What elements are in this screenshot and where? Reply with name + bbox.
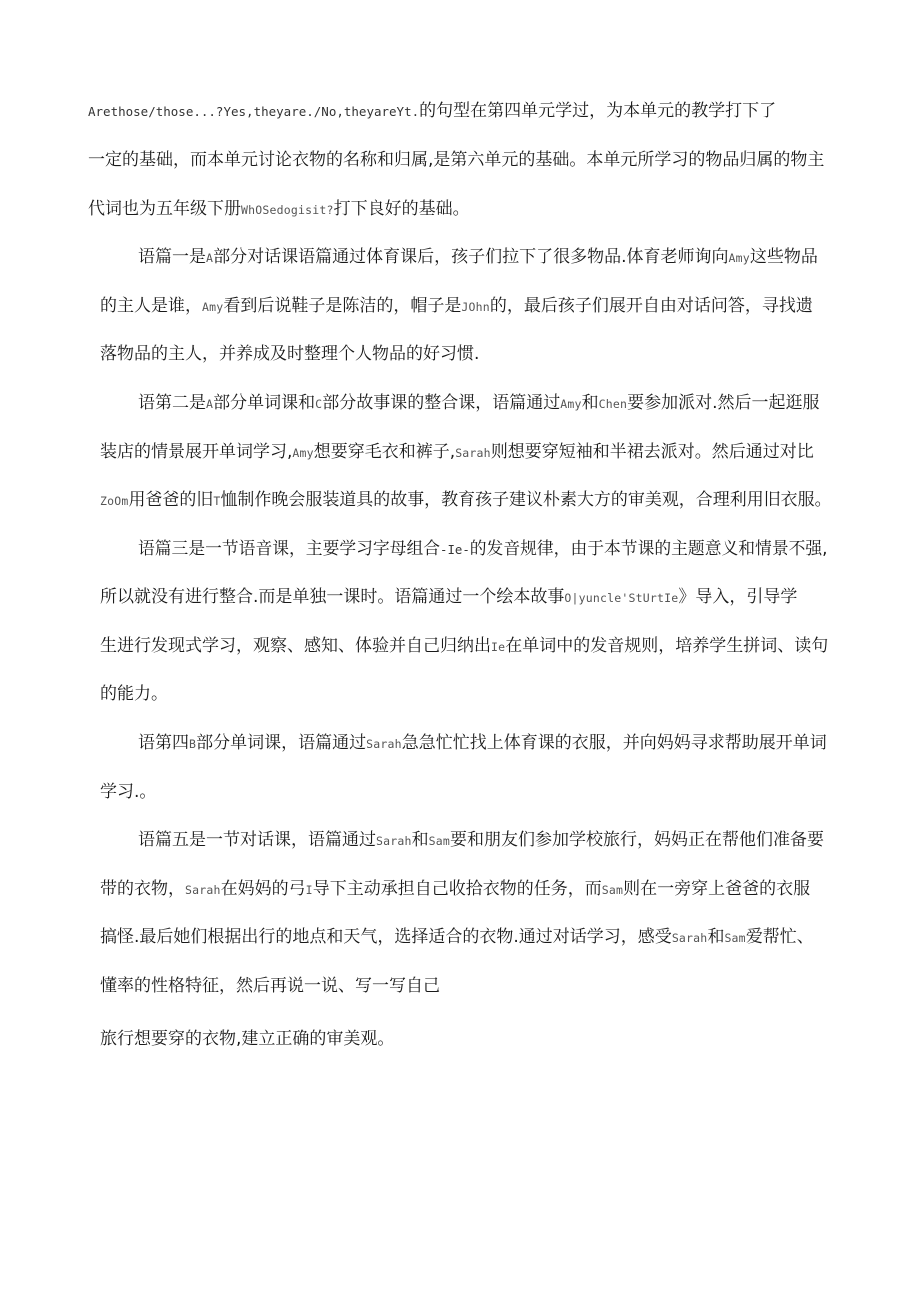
text-fragment: 部分故事课的整合课，语篇通过 <box>322 393 561 413</box>
text-fragment: 则在一旁穿上爸爸的衣服 <box>623 879 811 899</box>
text-line-5 <box>100 294 828 318</box>
text-line-15 <box>100 780 828 804</box>
english-fragment: JOhn <box>461 300 490 314</box>
text-line-9 <box>100 488 831 512</box>
english-fragment: -Ie- <box>440 542 470 557</box>
english-fragment: A <box>206 397 214 411</box>
text-fragment: 一定的基础，而本单元讨论衣物的名称和归属,是第六单元的基础。本单元所学习的物品归属的物主 <box>88 150 825 170</box>
english-fragment: I <box>305 883 313 897</box>
text-line-20 <box>100 1027 828 1051</box>
text-fragment: 学习.。 <box>100 782 157 802</box>
english-fragment: T <box>213 494 221 508</box>
english-fragment: B <box>189 737 197 751</box>
text-line-7 <box>138 391 828 415</box>
text-fragment: 带的衣物， <box>100 879 185 899</box>
english-fragment: Sam <box>724 931 746 945</box>
english-fragment: Amy <box>292 446 314 460</box>
text-line-18 <box>100 925 828 949</box>
text-fragment: 用爸爸的旧 <box>128 490 214 510</box>
text-line-8 <box>100 440 828 464</box>
text-fragment: 则想要穿短袖和半裙去派对。然后通过对比 <box>490 442 814 462</box>
text-fragment: 语第四 <box>138 733 189 753</box>
text-fragment: 急急忙忙找上体育课的衣服，并向妈妈寻求帮助展开单词 <box>401 733 827 753</box>
english-fragment: Arethose/those...?Yes,theyare./No,theyareYt. <box>88 104 420 119</box>
text-fragment: 所以就没有进行整合.而是单独一课时。语篇通过一个绘本故事 <box>100 587 565 607</box>
text-fragment: 想要穿毛衣和裤子, <box>313 442 456 462</box>
text-fragment: 代词也为五年级下册 <box>88 199 241 219</box>
text-line-11 <box>100 585 828 609</box>
text-line-16 <box>138 828 828 852</box>
text-line-4 <box>138 245 828 269</box>
text-fragment: 语篇一是 <box>138 247 206 267</box>
english-fragment: Sarah <box>671 931 708 945</box>
text-fragment: 和 <box>411 830 429 850</box>
text-fragment: 要和朋友们参加学校旅行，妈妈正在帮他们准备要 <box>450 830 824 850</box>
text-line-10 <box>138 537 828 561</box>
english-fragment: C <box>315 397 323 411</box>
text-fragment: 和 <box>707 927 725 947</box>
english-fragment: Amy <box>728 251 750 265</box>
text-fragment: 旅行想要穿的衣物,建立正确的审美观。 <box>100 1029 395 1049</box>
text-fragment: 装店的情景展开单词学习, <box>100 442 293 462</box>
text-line-3 <box>88 197 833 221</box>
text-fragment: 语篇五是一节对话课，语篇通过 <box>138 830 376 850</box>
text-fragment: 生进行发现式学习，观察、感知、体验并自己归纳出 <box>100 636 491 656</box>
english-fragment: Sarah <box>376 834 412 848</box>
english-fragment: O|yuncle'StUrtIe <box>564 591 679 605</box>
text-fragment: 打下良好的基础。 <box>333 199 470 219</box>
text-line-14 <box>138 731 828 755</box>
text-fragment: 部分单词课，语篇通过 <box>196 733 367 753</box>
text-line-17 <box>100 877 828 901</box>
text-line-12 <box>100 634 828 658</box>
text-fragment: 这些物品 <box>749 247 818 267</box>
text-line-13 <box>100 682 828 706</box>
text-line-19 <box>100 974 828 998</box>
text-fragment: 语第二是 <box>138 393 206 413</box>
text-fragment: 的发音规律，由于本节课的主题意义和情景不强, <box>469 539 828 559</box>
text-fragment: 部分对话课语篇通过体育课后，孩子们拉下了很多物品.体育老师询向 <box>213 247 729 267</box>
text-fragment: 要参加派对.然后一起逛服 <box>627 393 820 413</box>
english-fragment: Sam <box>601 883 624 897</box>
text-fragment: 和 <box>581 393 599 413</box>
text-fragment: 搞怪.最后她们根据出行的地点和天气，选择适合的衣物.通过对话学习，感受 <box>100 927 672 947</box>
text-line-1 <box>88 99 833 123</box>
english-fragment: Ie <box>491 640 506 654</box>
text-fragment: 的能力。 <box>100 684 168 704</box>
text-fragment: 落物品的主人，并养成及时整理个人物品的好习惯. <box>100 344 480 364</box>
english-fragment: A <box>206 251 214 265</box>
text-line-2 <box>88 148 833 172</box>
english-fragment: Sarah <box>366 737 402 751</box>
english-fragment: Sarah <box>455 446 491 460</box>
english-fragment: Chen <box>598 397 628 411</box>
text-fragment: 看到后说鞋子是陈洁的，帽子是 <box>223 296 462 316</box>
text-fragment: 导下主动承担自己收拾衣物的任务，而 <box>312 879 602 899</box>
text-line-6 <box>100 342 828 366</box>
english-fragment: Sam <box>428 834 450 848</box>
text-fragment: 的，最后孩子们展开自由对话问答，寻找遗 <box>489 296 813 316</box>
text-fragment: 》导入，引导学 <box>678 587 798 607</box>
text-fragment: 的主人是谁， <box>100 296 202 316</box>
text-fragment: 懂率的性格特征，然后再说一说、写一写自己 <box>100 976 440 996</box>
english-fragment: Amy <box>202 300 224 314</box>
english-fragment: Amy <box>560 397 582 411</box>
english-fragment: ZoOm <box>100 494 129 508</box>
text-fragment: 恤制作晚会服装道具的故事，教育孩子建议朴素大方的审美观，合理利用旧衣服。 <box>220 490 832 510</box>
text-fragment: 爱帮忙、 <box>745 927 814 947</box>
text-fragment: 在单词中的发音规则，培养学生拼词、读句 <box>505 636 829 656</box>
english-fragment: Sarah <box>185 883 221 897</box>
text-fragment: 的句型在第四单元学过，为本单元的教学打下了 <box>419 101 777 121</box>
text-fragment: 在妈妈的弓 <box>220 879 306 899</box>
text-fragment: 语篇三是一节语音课，主要学习字母组合 <box>138 539 441 559</box>
text-fragment: 部分单词课和 <box>213 393 316 413</box>
english-fragment: WhOSedogisit? <box>241 203 334 217</box>
